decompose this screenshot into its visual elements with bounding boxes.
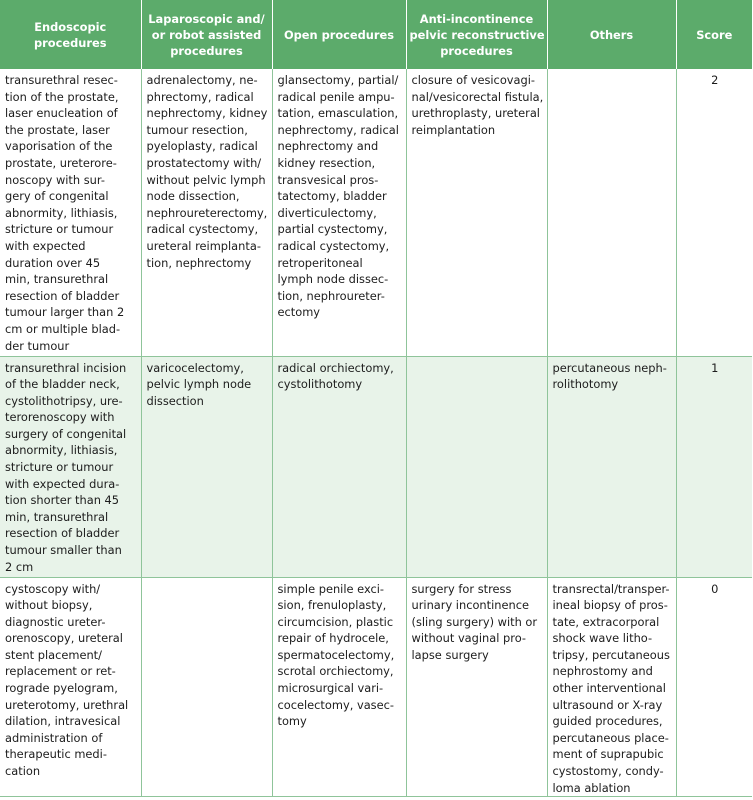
text-line: of the bladder neck, [5, 377, 120, 392]
text-line: nal/vesicorectal fistula, [411, 89, 544, 104]
text-line: pyeloplasty, radical [146, 139, 258, 154]
text-line: pelvic lymph node [146, 377, 252, 392]
text-line: tion, nephrectomy [146, 255, 252, 270]
text-line: guided procedures, [552, 714, 663, 729]
text-line: closure of vesicovagi- [411, 73, 536, 87]
text-line: radical cystectomy, [146, 222, 259, 237]
text-line: nephroureterectomy, [146, 205, 268, 220]
cell-others [547, 577, 676, 797]
text-line: 0 [711, 581, 719, 596]
text-line: dissection [146, 393, 204, 408]
text-line: reimplantation [411, 122, 496, 137]
cell-endoscopic [0, 577, 141, 797]
text-line: tripsy, percutaneous [552, 647, 670, 662]
table-row-score-0 [0, 577, 752, 797]
text-line: Anti-incontinence [419, 11, 534, 26]
text-line: tion, nephroureter- [277, 288, 385, 303]
text-line: rolithotomy [552, 377, 619, 392]
text-line: kidney resection, [277, 155, 376, 170]
text-line: gery of congenital [5, 189, 109, 204]
text-line: pelvic reconstructive [409, 27, 545, 42]
cell-anti-incontinence [406, 356, 547, 577]
text-line: resection of bladder [5, 288, 120, 303]
text-line: cystoscopy with/ [5, 581, 101, 596]
text-line: 2 cm [5, 559, 34, 574]
cell-score [676, 577, 752, 797]
text-line: tate, extracorporal [552, 614, 660, 629]
text-line: Others [589, 27, 634, 42]
cell-others [547, 356, 676, 577]
text-line: replacement or ret- [5, 664, 116, 679]
text-line: with expected [5, 238, 86, 253]
text-line: percutaneous neph- [552, 360, 667, 375]
text-line: ureterotomy, urethral [5, 697, 129, 712]
text-line: resection of bladder [5, 526, 120, 541]
text-line: tion of the prostate, [5, 89, 119, 104]
text-line: tatectomy, bladder [277, 189, 387, 204]
text-line: tumour resection, [146, 122, 248, 137]
text-line: diagnostic ureter- [5, 614, 106, 629]
text-line: urinary incontinence [411, 598, 529, 613]
header-row [0, 0, 752, 69]
text-line: ment of suprapubic [552, 747, 664, 762]
text-line: transurethral resec- [5, 73, 118, 87]
cell-anti-incontinence [406, 69, 547, 356]
text-line: min, transurethral [5, 272, 109, 287]
cell-open [272, 69, 406, 356]
text-line: orenoscopy, ureteral [5, 631, 123, 646]
text-line: node dissection, [146, 189, 240, 204]
text-line: ineal biopsy of pros- [552, 598, 668, 613]
table-row-score-1 [0, 356, 752, 577]
text-line: retroperitoneal [277, 255, 363, 270]
text-line: the prostate, laser [5, 122, 110, 137]
header-endoscopic [0, 0, 141, 69]
text-line: radical orchiectomy, [277, 360, 394, 375]
text-line: loma ablation [552, 780, 631, 795]
text-line: vaporisation of the [5, 139, 113, 154]
text-line: varicocelectomy, [146, 360, 244, 375]
text-line: without pelvic lymph [146, 172, 266, 187]
header-laparoscopic [141, 0, 272, 69]
header-open [272, 0, 406, 69]
text-line: simple penile exci- [277, 581, 385, 596]
text-line: or robot assisted [151, 27, 262, 42]
text-line: Endoscopic [34, 19, 107, 34]
text-line: terorenoscopy with [5, 410, 115, 425]
text-line: transvesical pros- [277, 172, 379, 187]
text-line: Open procedures [283, 27, 395, 42]
text-line: sion, frenuloplasty, [277, 598, 387, 613]
text-line: noscopy with sur- [5, 172, 105, 187]
text-line: without vaginal pro- [411, 631, 526, 646]
text-line: surgery of congenital [5, 426, 127, 441]
text-line: circumcision, plastic [277, 614, 394, 629]
text-line: without biopsy, [5, 598, 93, 613]
text-line: cocelectomy, vasec- [277, 697, 394, 712]
text-line: lapse surgery [411, 647, 489, 662]
text-line: microsurgical vari- [277, 681, 384, 696]
table-row-score-2 [0, 69, 752, 356]
cell-laparoscopic [141, 577, 272, 797]
text-line: tomy [277, 714, 307, 729]
text-line: prostate, ureterore- [5, 155, 117, 170]
text-line: with expected dura- [5, 476, 120, 491]
text-line: phrectomy, radical [146, 89, 254, 104]
text-line: prostatectomy with/ [146, 155, 262, 170]
text-line: surgery for stress [411, 581, 512, 596]
text-line: adrenalectomy, ne- [146, 73, 258, 87]
text-line: scrotal orchiectomy, [277, 664, 394, 679]
text-line: nephrostomy and [552, 664, 653, 679]
text-line: urethroplasty, ureteral [411, 106, 540, 121]
cell-laparoscopic [141, 356, 272, 577]
text-line: tumour larger than 2 [5, 305, 125, 320]
text-line: therapeutic medi- [5, 747, 107, 762]
text-line: partial cystectomy, [277, 222, 388, 237]
text-line: shock wave litho- [552, 631, 653, 646]
text-line: lymph node dissec- [277, 272, 389, 287]
text-line: glansectomy, partial/ [277, 73, 399, 87]
text-line: procedures [170, 43, 243, 58]
text-line: dilation, intravesical [5, 714, 121, 729]
text-line: stent placement/ [5, 647, 102, 662]
cell-score [676, 356, 752, 577]
text-line: cm or multiple blad- [5, 321, 121, 336]
text-line: der tumour [5, 338, 70, 353]
text-line: 1 [711, 360, 719, 375]
text-line: stricture or tumour [5, 222, 114, 237]
cell-open [272, 356, 406, 577]
text-line: transurethral incision [5, 360, 127, 375]
text-line: cystolithotomy [277, 377, 363, 392]
text-line: abnormity, lithiasis, [5, 443, 118, 458]
text-line: nephrectomy, kidney [146, 106, 268, 121]
text-line: ectomy [277, 305, 321, 320]
cell-anti-incontinence [406, 577, 547, 797]
text-line: diverticulectomy, [277, 205, 377, 220]
cell-laparoscopic [141, 69, 272, 356]
text-line: tation, emasculation, [277, 106, 399, 121]
cell-score [676, 69, 752, 356]
cell-others [547, 69, 676, 356]
text-line: procedures [34, 35, 107, 50]
text-line: cation [5, 764, 41, 779]
text-line: laser enucleation of [5, 106, 118, 121]
text-line: ureteral reimplanta- [146, 238, 261, 253]
text-line: ultrasound or X-ray [552, 697, 663, 712]
text-line: percutaneous place- [552, 730, 669, 745]
text-line: administration of [5, 730, 103, 745]
text-line: Laparoscopic and/ [148, 11, 265, 26]
text-line: repair of hydrocele, [277, 631, 389, 646]
cell-endoscopic [0, 69, 141, 356]
text-line: duration over 45 [5, 255, 101, 270]
text-line: cystolithotripsy, ure- [5, 393, 123, 408]
text-line: transrectal/transper- [552, 581, 670, 596]
header-others [547, 0, 676, 69]
text-line: abnormity, lithiasis, [5, 205, 118, 220]
cell-open [272, 577, 406, 797]
text-line: stricture or tumour [5, 460, 114, 475]
header-score [676, 0, 752, 69]
text-line: radical cystectomy, [277, 238, 390, 253]
text-line: Score [696, 27, 733, 42]
text-line: min, transurethral [5, 509, 109, 524]
text-line: other interventional [552, 681, 666, 696]
text-line: procedures [440, 43, 513, 58]
text-line: tion shorter than 45 [5, 493, 120, 508]
text-line: tumour smaller than [5, 543, 122, 558]
text-line: nephrectomy, radical [277, 122, 399, 137]
text-line: (sling surgery) with or [411, 614, 538, 629]
text-line: radical penile ampu- [277, 89, 395, 104]
text-line: nephrectomy and [277, 139, 379, 154]
text-line: 2 [711, 73, 719, 87]
text-line: rograde pyelogram, [5, 681, 118, 696]
header-anti-incontinence [406, 0, 547, 69]
text-line: spermatocelectomy, [277, 647, 395, 662]
cell-endoscopic [0, 356, 141, 577]
text-line: cystostomy, condy- [552, 764, 664, 779]
